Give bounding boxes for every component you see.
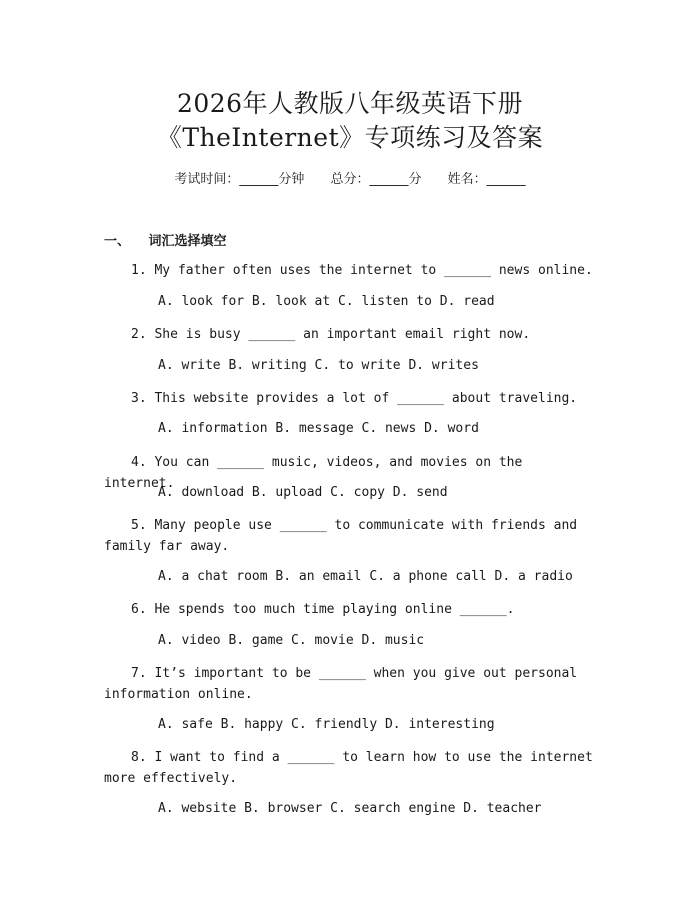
question-3: 3. This website provides a lot of ______ about traveling. [131,391,578,406]
question-4: 4. You can ______ music, videos, and movies on the internet. [104,455,523,491]
question-5: 5. Many people use ______ to communicate with friends and family far away. [104,518,578,554]
question-7: 7. It’s important to be ______ when you give out personal information online. [104,666,578,702]
section-heading [104,230,227,249]
question-5-options: A. a chat room B. an email C. a phone call D. a radio [158,569,573,584]
exam-name: 姓名：______ [447,172,526,187]
exam-meta [0,168,700,187]
question-6: 6. He spends too much time playing online ______. [131,602,515,617]
question-2-options: A. write B. writing C. to write D. writes [158,358,479,373]
exam-time: 考试时间：______分钟 [174,172,305,187]
document-title-line2: 《TheInternet》专项练习及答案 [156,123,544,152]
question-3-options: A. information B. message C. news D. word [158,421,479,436]
question-6-options: A. video B. game C. movie D. music [158,633,425,648]
section-number: 一、 [104,234,131,249]
exam-score: 总分：______分 [330,172,422,187]
question-7-options: A. safe B. happy C. friendly D. interesting [158,717,495,732]
question-1-options: A. look for B. look at C. listen to D. read [158,294,495,309]
section-title: 词汇选择填空 [148,234,227,249]
question-1: 1. My father often uses the internet to ______ news online. [131,263,593,278]
document-title-line1: 2026年人教版八年级英语下册 [176,89,524,118]
question-4-options: A. download B. upload C. copy D. send [158,485,448,500]
question-8-options: A. website B. browser C. search engine D. teacher [158,801,542,816]
question-8: 8. I want to find a ______ to learn how to use the internet more effectively. [104,750,593,786]
question-2: 2. She is busy ______ an important email right now. [131,327,531,342]
